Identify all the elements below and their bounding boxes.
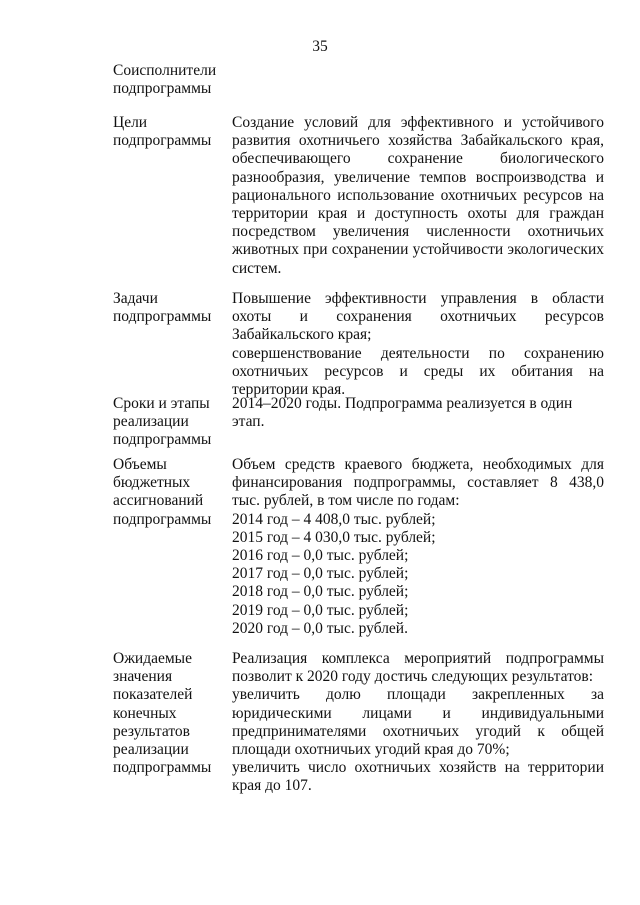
budget-year-line: 2017 год – 0,0 тыс. рублей; xyxy=(232,565,409,583)
page-number: 35 xyxy=(312,38,328,55)
row-label: Ожидаемые значения показателей конечных результатов реализации подпрограммы xyxy=(113,650,212,777)
content-paragraph: Объем средств краевого бюджета, необходимых для финансирования подпрограммы, составляет 8 438,0 тыс. рублей, в том числе по годам: xyxy=(232,456,604,510)
budget-year-line: 2015 год – 4 030,0 тыс. рублей; xyxy=(232,528,436,546)
budget-year-line: 2019 год – 0,0 тыс. рублей; xyxy=(232,601,409,619)
row-label: Соисполнители подпрограммы xyxy=(113,62,217,98)
row-content xyxy=(232,395,604,431)
content-paragraph: Создание условий для эффективного и устойчивого развития охотничьего хозяйства Забайкальского края, обеспечивающего сохранение биологического разнообразия, увеличение темпов воспроизводства и рационального использование охотничьих ресурсов на территории края и доступность охоты для граждан посредством увеличения численности охотничьих животных при сохранении устойчивости экологических систем. xyxy=(232,114,604,277)
row-label: Объемы бюджетных ассигнований подпрограммы xyxy=(113,456,212,528)
content-paragraph: совершенствование деятельности по сохранению охотничьих ресурсов и среды их обитания на территории края. xyxy=(232,344,604,399)
budget-year-line: 2020 год – 0,0 тыс. рублей. xyxy=(232,619,408,637)
content-paragraph: увеличить число охотничьих хозяйств на территории края до 107. xyxy=(232,759,604,795)
content-paragraph: Реализация комплекса мероприятий подпрограммы позволит к 2020 году достичь следующих результатов: xyxy=(232,650,604,686)
row-content xyxy=(232,456,604,638)
budget-year-line: 2018 год – 0,0 тыс. рублей; xyxy=(232,583,409,601)
row-label: Задачи подпрограммы xyxy=(113,290,212,326)
row-content xyxy=(232,290,604,399)
content-paragraph: увеличить долю площади закрепленных за юридическими лицами и индивидуальными предпринимателями охотничьих угодий к общей площади охотничьих угодий края до 70%; xyxy=(232,686,604,759)
content-paragraph: 2014–2020 годы. Подпрограмма реализуется в один этап. xyxy=(232,395,573,431)
content-paragraph: Повышение эффективности управления в области охоты и сохранения охотничьих ресурсов Забайкальского края; xyxy=(232,290,604,344)
row-label: Цели подпрограммы xyxy=(113,114,212,150)
row-label: Сроки и этапы реализации подпрограммы xyxy=(113,395,212,449)
row-content xyxy=(232,114,604,278)
budget-year-line: 2014 год – 4 408,0 тыс. рублей; xyxy=(232,510,436,528)
row-content xyxy=(232,650,604,796)
budget-year-line: 2016 год – 0,0 тыс. рублей; xyxy=(232,547,409,565)
